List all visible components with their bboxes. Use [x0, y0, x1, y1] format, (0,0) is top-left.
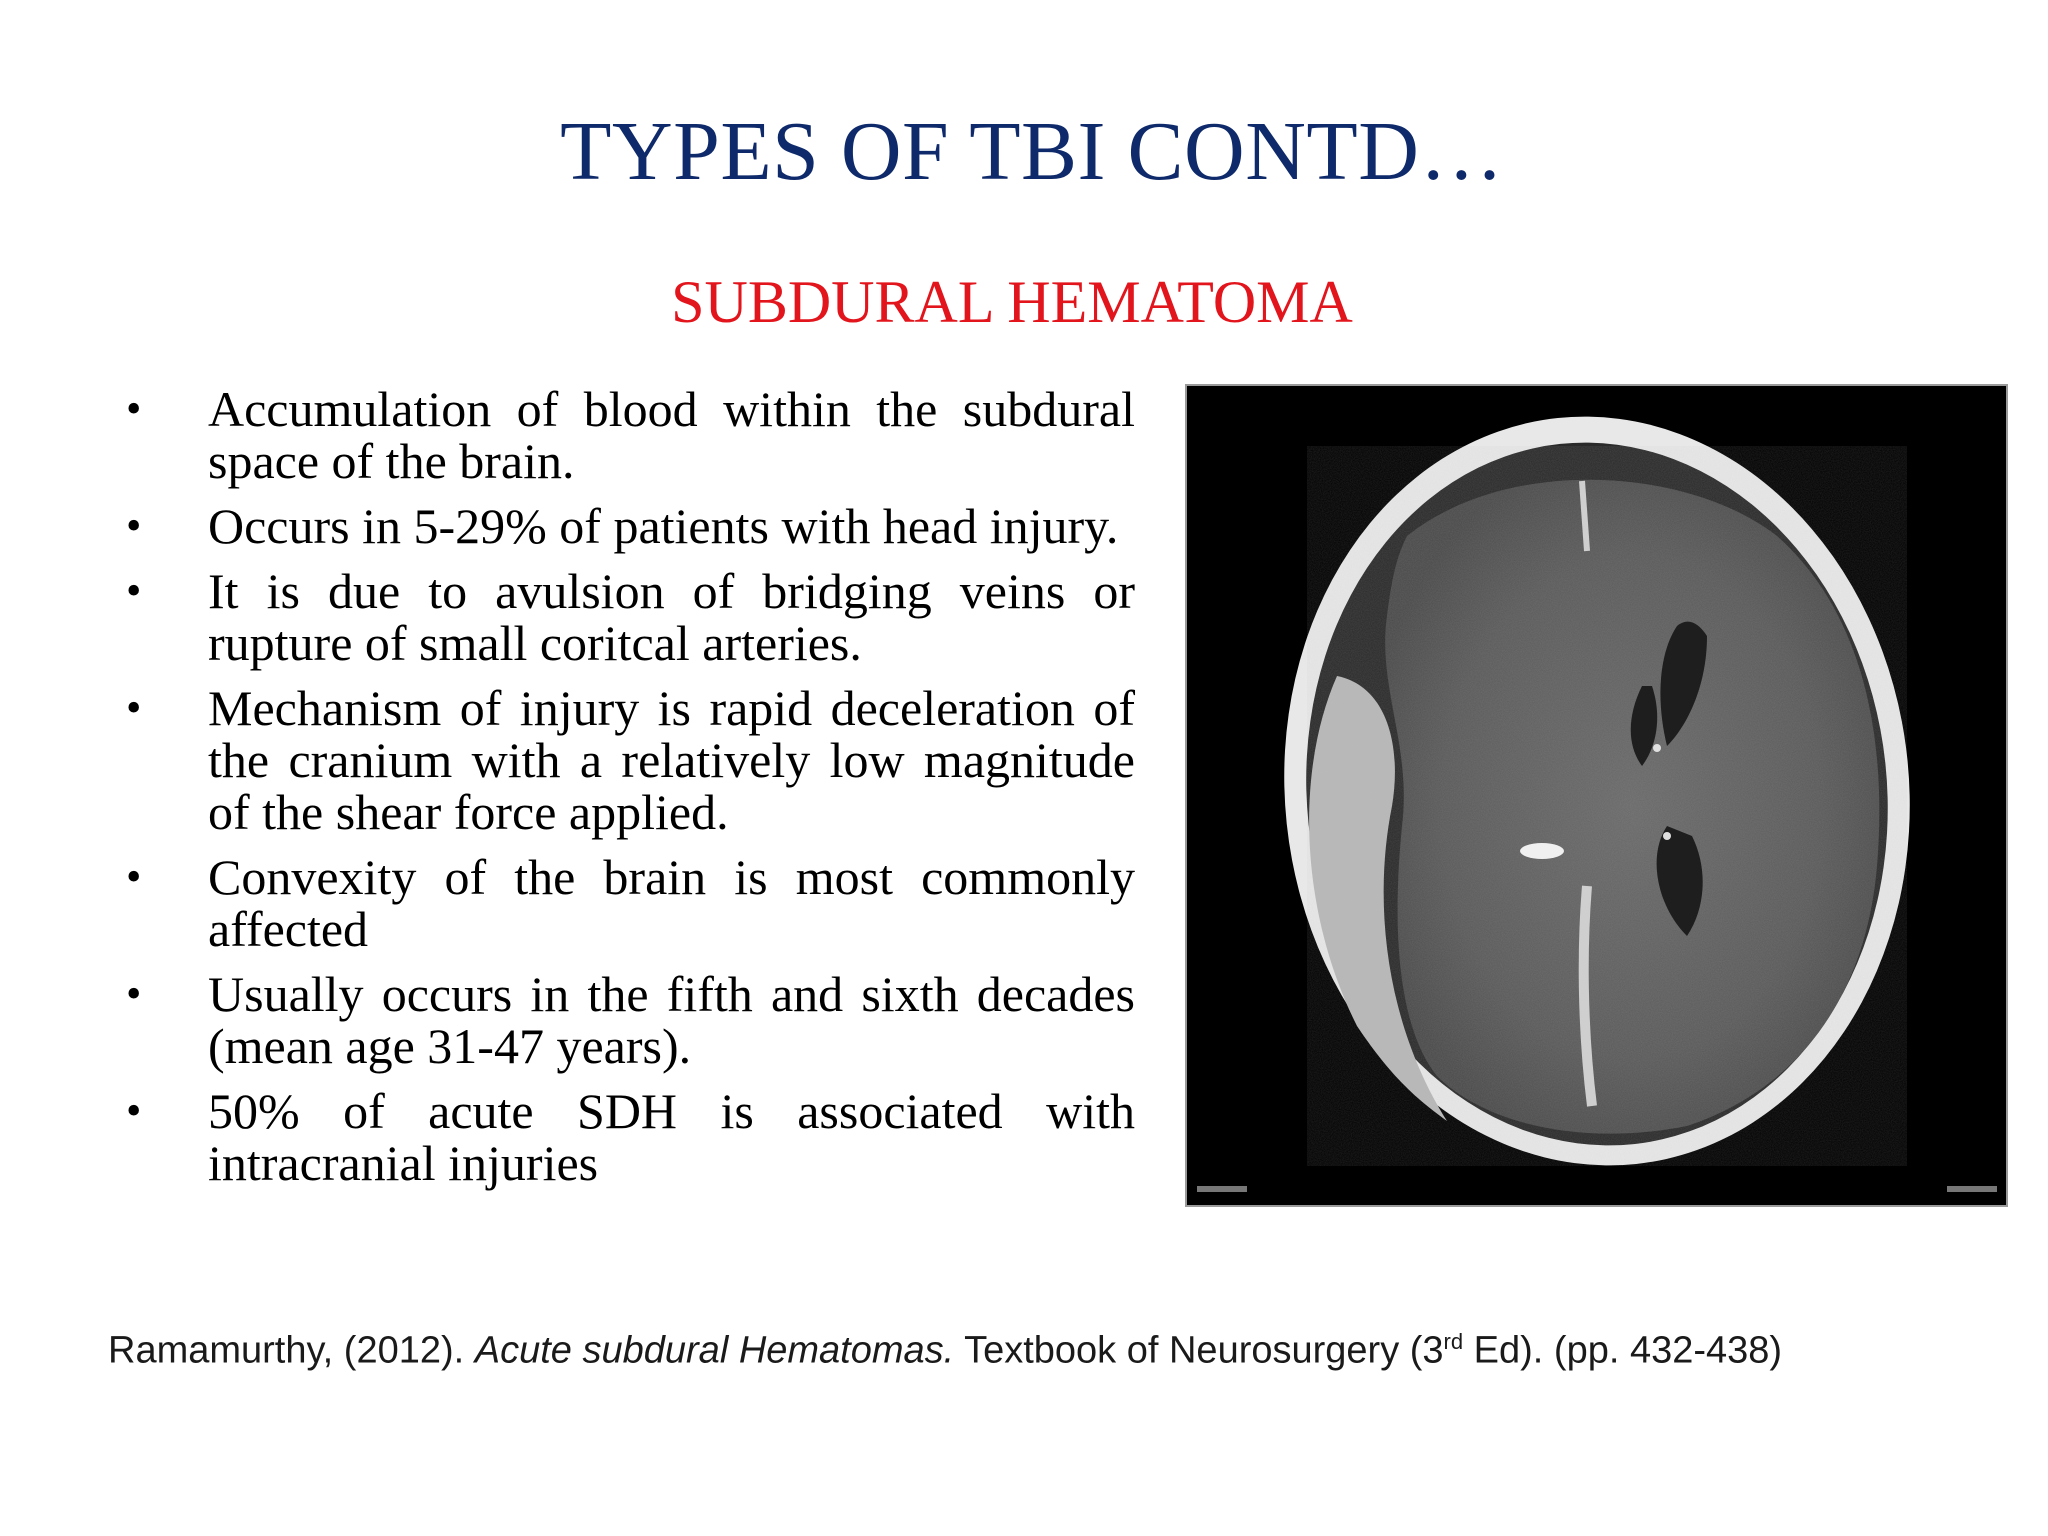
- bullet-list: [120, 383, 1135, 1202]
- bullet-item: [120, 682, 1135, 838]
- citation: [108, 1329, 2008, 1373]
- bullet-icon: •: [126, 969, 142, 1018]
- citation-title: Acute subdural Hematomas.: [474, 1329, 955, 1372]
- slide-subtitle: SUBDURAL HEMATOMA: [671, 269, 1353, 335]
- citation-pages: Ed). (pp. 432-438): [1463, 1329, 1783, 1372]
- bullet-icon: •: [126, 501, 142, 550]
- bullet-text: Mechanism of injury is rapid deceleration of the cranium with a relatively low magnitude of the shear force applied.: [208, 680, 1135, 840]
- bullet-item: [120, 1085, 1135, 1189]
- bullet-text: Usually occurs in the fifth and sixth decades (mean age 31-47 years).: [208, 966, 1135, 1074]
- bullet-item: [120, 500, 1135, 552]
- citation-author-year: Ramamurthy, (2012).: [108, 1329, 475, 1372]
- bullet-item: [120, 383, 1135, 487]
- citation-superscript: rd: [1443, 1329, 1464, 1354]
- bullet-text: It is due to avulsion of bridging veins or rupture of small coritcal arteries.: [208, 563, 1135, 671]
- citation-source: Textbook of Neurosurgery (3: [954, 1329, 1444, 1372]
- bullet-icon: •: [126, 384, 142, 433]
- bullet-icon: •: [126, 683, 142, 732]
- bullet-icon: •: [126, 852, 142, 901]
- bullet-text: 50% of acute SDH is associated with intracranial injuries: [208, 1083, 1135, 1191]
- ct-scan-icon: [1187, 386, 2006, 1205]
- bullet-item: [120, 851, 1135, 955]
- bullet-text: Convexity of the brain is most commonly affected: [208, 849, 1135, 957]
- bullet-item: [120, 968, 1135, 1072]
- ct-scan-image: [1185, 384, 2008, 1207]
- bullet-item: [120, 565, 1135, 669]
- bullet-icon: •: [126, 566, 142, 615]
- slide-title: TYPES OF TBI CONTD…: [560, 105, 1504, 198]
- bullet-text: Accumulation of blood within the subdural space of the brain.: [208, 381, 1135, 489]
- bullet-icon: •: [126, 1086, 142, 1135]
- bullet-text: Occurs in 5-29% of patients with head injury.: [208, 498, 1119, 554]
